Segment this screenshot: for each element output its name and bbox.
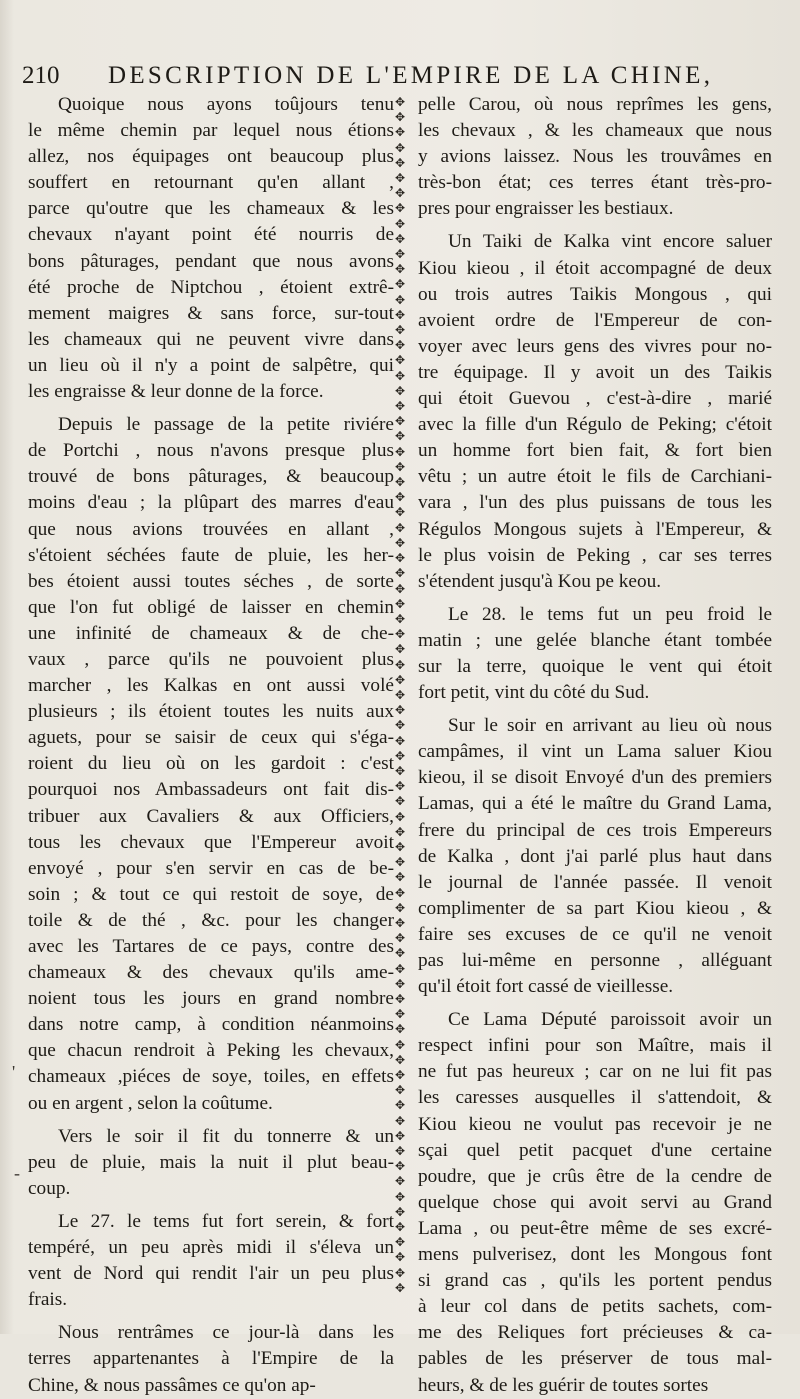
page-header	[22, 62, 790, 96]
text-line: envoyé , pour s'en servir en cas de be-	[28, 857, 394, 879]
text-line: roient du lieu où on les gardoit : c'est	[28, 753, 394, 775]
text-line: marcher , les Kalkas en ont aussi volé	[28, 675, 394, 697]
margin-mark: '	[12, 1062, 16, 1082]
text-line: s'étendent jusqu'à Kou pe keou.	[418, 570, 662, 592]
text-line: pables de les préserver de tous mal-	[418, 1348, 772, 1370]
paragraph	[418, 1007, 772, 1398]
text-line: respect infini pour son Maître, mais il	[418, 1035, 772, 1057]
ornament-glyph: ✥	[394, 1037, 406, 1052]
text-line: vent de Nord qui rendit l'air un peu plus	[28, 1263, 394, 1285]
text-line: de Kalka , dont j'ai parlé plus haut dans	[418, 845, 772, 867]
ornament-glyph: ✥	[394, 247, 406, 262]
ornament-glyph: ✥	[394, 186, 406, 201]
text-line: y avions laissez. Nous les trouvâmes en	[418, 146, 772, 168]
text-line: sçai quel petit pacquet d'une certaine	[418, 1139, 772, 1161]
text-line: souffert en retournant qu'en allant ,	[28, 172, 394, 194]
text-line: coup.	[28, 1177, 71, 1199]
text-line: Kiou kieou ne voulut pas recevoir je ne	[418, 1113, 772, 1135]
ornament-glyph: ✥	[394, 1083, 406, 1098]
ornament-glyph: ✥	[394, 125, 406, 140]
text-line: chameaux ,piéces de soye, toiles, en effets	[28, 1066, 394, 1088]
text-line: de Portchi , nous n'avons presque plus	[28, 440, 394, 462]
page-number: 210	[22, 62, 60, 89]
text-line: sur la terre, quoique le vent qui étoit	[418, 655, 772, 677]
text-line: poudre, que je crûs être de la cendre de	[418, 1165, 772, 1187]
text-line: une infinité de chameaux & de che-	[28, 622, 394, 644]
text-line: que nous avions trouvées en allant ,	[28, 518, 394, 540]
paragraph	[418, 602, 772, 706]
ornament-glyph: ✥	[394, 110, 406, 125]
text-line: frere du principal de ces trois Empereurs	[418, 819, 772, 841]
ornament-glyph: ✥	[394, 976, 406, 991]
ornament-glyph: ✥	[394, 201, 406, 216]
text-line: complimenter de sa part Kiou kieou , &	[418, 897, 772, 919]
ornament-glyph: ✥	[394, 1144, 406, 1159]
text-line: aguets, pour se saisir de ceux qui s'éga-	[28, 727, 394, 749]
running-title: DESCRIPTION DE L'EMPIRE DE LA CHINE,	[108, 62, 714, 89]
ornament-glyph: ✥	[394, 748, 406, 763]
left-column	[28, 92, 394, 1399]
ornament-glyph: ✥	[394, 444, 406, 459]
ornament-glyph: ✥	[394, 95, 406, 109]
text-line: quelque chose qui avoit servi au Grand	[418, 1191, 772, 1213]
text-line: tribuer aux Cavaliers & aux Officiers,	[28, 805, 394, 827]
right-column	[418, 92, 772, 1399]
ornament-glyph: ✥	[394, 763, 406, 778]
text-line: Kiou kieou , il étoit accompagné de deux	[418, 257, 772, 279]
text-line: Ce Lama Député paroissoit avoir un	[448, 1009, 772, 1031]
text-line: s'étoient séchées faute de pluie, les her-	[28, 544, 394, 566]
text-line: ou en argent , selon la coûtume.	[28, 1092, 273, 1114]
column-rule-ornament	[389, 95, 411, 1310]
ornament-glyph: ✥	[394, 855, 406, 870]
ornament-glyph: ✥	[394, 520, 406, 535]
text-line: plusieurs ; ils étoient toutes les nuits aux	[28, 701, 394, 723]
text-line: tempéré, un peu après midi il s'éleva un	[28, 1237, 394, 1259]
paragraph	[28, 1209, 394, 1313]
ornament-glyph: ✥	[394, 459, 406, 474]
text-line: fort petit, vint du côté du Sud.	[418, 682, 650, 704]
ornament-glyph: ✥	[394, 551, 406, 566]
text-line: ou trois autres Taikis Mongous , qui	[418, 283, 772, 305]
text-line: vêtu ; un autre étoit le fils de Carchiani-	[418, 466, 772, 488]
text-line: Régulos Mongous sujets à l'Empereur, &	[418, 518, 772, 540]
text-line: pres pour engraisser les bestiaux.	[418, 198, 674, 220]
text-line: pelle Carou, où nous reprîmes les gens,	[418, 94, 772, 115]
text-line: les chameaux qui ne peuvent vivre dans	[28, 328, 394, 350]
ornament-glyph: ✥	[394, 1189, 406, 1204]
ornament-glyph: ✥	[394, 687, 406, 702]
text-line: pas lui-même en personne , alléguant	[418, 950, 772, 971]
ornament-glyph: ✥	[394, 1113, 406, 1128]
text-line: terres appartenantes à l'Empire de la	[28, 1348, 394, 1370]
ornament-glyph: ✥	[394, 338, 406, 353]
ornament-glyph: ✥	[394, 429, 406, 444]
text-line: vaux , parce qu'ils ne pouvoient plus	[28, 648, 394, 670]
text-line: avec les Tartares de ce pays, contre des	[28, 936, 394, 957]
text-line: mens pulverisez, dont les Mongous font	[418, 1244, 772, 1266]
ornament-glyph: ✥	[394, 1159, 406, 1174]
ornament-glyph: ✥	[394, 505, 406, 520]
text-line: faire ses excuses de ce qu'il ne venoit	[418, 923, 772, 945]
text-line: chevaux n'ayant point été nourris de	[28, 224, 394, 246]
ornament-glyph: ✥	[394, 490, 406, 505]
ornament-glyph: ✥	[394, 779, 406, 794]
ornament-glyph: ✥	[394, 931, 406, 946]
text-line: le plus voisin de Peking , car ses terres	[418, 544, 772, 566]
text-line: les chevaux , & les chameaux que nous	[418, 120, 772, 142]
text-line: moins d'eau ; la plûpart des marres d'eau	[28, 492, 394, 514]
ornament-glyph: ✥	[394, 703, 406, 718]
ornament-glyph: ✥	[394, 368, 406, 383]
text-line: Un Taiki de Kalka vint encore saluer	[448, 231, 772, 253]
text-line: kieou, il se disoit Envoyé d'un des premiers	[418, 767, 772, 789]
text-line: tre équipage. Il y avoit un des Taikis	[418, 361, 772, 383]
text-line: si grand cas , qu'ils les portent pendus	[418, 1270, 772, 1292]
text-line: un homme fort bien fait, & fort bien	[418, 440, 772, 462]
text-line: mement maigres & sans force, sur-tout	[28, 302, 394, 324]
text-line: trouvé de bons pâturages, & beaucoup	[28, 466, 394, 488]
text-line: dans notre camp, à condition néanmoins	[28, 1014, 394, 1036]
text-line: vara , l'un des plus puissans de tous les	[418, 492, 772, 514]
ornament-glyph: ✥	[394, 292, 406, 307]
paragraph	[28, 412, 394, 1117]
text-line: avoient ordre de l'Empereur de con-	[418, 309, 772, 331]
ornament-glyph: ✥	[394, 824, 406, 839]
text-line: Lamas, qui a été le maître du Grand Lama,	[418, 793, 772, 815]
text-line: me des Reliques fort précieuses & ca-	[418, 1322, 772, 1344]
text-line: parce qu'outre que les chameaux & les	[28, 198, 394, 220]
ornament-glyph: ✥	[394, 885, 406, 900]
text-line: Quoique nous ayons toûjours tenu	[58, 94, 394, 115]
ornament-glyph: ✥	[394, 353, 406, 368]
text-line: pourquoi nos Ambassadeurs ont fait dis-	[28, 779, 394, 801]
ornament-glyph: ✥	[394, 946, 406, 961]
text-line: un lieu où il n'y a point de salpêtre, qui	[28, 354, 394, 376]
ornament-glyph: ✥	[394, 915, 406, 930]
text-line: les caresses ausquelles il s'attendoit, &	[418, 1087, 772, 1109]
ornament-glyph: ✥	[394, 657, 406, 672]
text-line: Le 27. le tems fut fort serein, & fort	[58, 1210, 394, 1232]
ornament-glyph: ✥	[394, 1174, 406, 1189]
text-line: bes étoient aussi toutes séches , de sorte	[28, 570, 394, 592]
text-line: été proche de Niptchou , étoient extrê-	[28, 276, 394, 298]
ornament-glyph: ✥	[394, 1128, 406, 1143]
ornament-glyph: ✥	[394, 307, 406, 322]
ornament-glyph: ✥	[394, 1204, 406, 1219]
text-line: toile & de thé , &c. pour les changer	[28, 909, 394, 931]
paragraph	[418, 229, 772, 594]
text-line: le même chemin par lequel nous étions	[28, 120, 394, 142]
ornament-glyph: ✥	[394, 839, 406, 854]
ornament-glyph: ✥	[394, 1280, 406, 1295]
text-line: à leur col dans de petits sachets, com-	[418, 1296, 772, 1318]
ornament-glyph: ✥	[394, 1098, 406, 1113]
text-line: très-bon état; ces terres étant très-pro-	[418, 172, 772, 194]
text-line: heurs, & de les guérir de toutes sortes	[418, 1374, 709, 1396]
ornament-glyph: ✥	[394, 1007, 406, 1022]
ornament-glyph: ✥	[394, 1250, 406, 1265]
paragraph	[418, 713, 772, 1000]
text-line: le journal de l'année passée. Il venoit	[418, 871, 772, 893]
ornament-glyph: ✥	[394, 566, 406, 581]
ornament-glyph: ✥	[394, 596, 406, 611]
paragraph	[28, 92, 394, 405]
text-line: Chine, & nous passâmes ce qu'on ap-	[28, 1374, 316, 1396]
ornament-glyph: ✥	[394, 1220, 406, 1235]
ornament-glyph: ✥	[394, 1052, 406, 1067]
text-line: bons pâturages, pendant que nous avons	[28, 250, 394, 272]
ornament-glyph: ✥	[394, 733, 406, 748]
text-line: Depuis le passage de la petite riviére	[58, 414, 394, 436]
text-line: Le 28. le tems fut un peu froid le	[448, 603, 772, 625]
ornament-glyph: ✥	[394, 399, 406, 414]
text-line: les engraisse & leur donne de la force.	[28, 381, 324, 403]
ornament-glyph: ✥	[394, 870, 406, 885]
text-line: qui étoit Guevou , c'est-à-dire , marié	[418, 388, 772, 410]
text-line: que l'on fut obligé de laisser en chemin	[28, 596, 394, 618]
text-line: voyer avec leurs gens des vivres pour no-	[418, 335, 772, 357]
ornament-glyph: ✥	[394, 627, 406, 642]
ornament-glyph: ✥	[394, 1068, 406, 1082]
ornament-glyph: ✥	[394, 155, 406, 170]
ornament-glyph: ✥	[394, 277, 406, 292]
ornament-glyph: ✥	[394, 216, 406, 231]
ornament-glyph: ✥	[394, 672, 406, 687]
text-line: campâmes, il vint un Lama saluer Kiou	[418, 741, 772, 763]
text-line: avec la fille d'un Régulo de Peking; c'étoit	[418, 414, 772, 436]
text-line: que chacun rendroit à Peking les chevaux,	[28, 1040, 394, 1062]
ornament-glyph: ✥	[394, 171, 406, 186]
paragraph	[418, 92, 772, 222]
ornament-glyph: ✥	[394, 475, 406, 490]
ornament-glyph: ✥	[394, 611, 406, 626]
paragraph	[28, 1320, 394, 1398]
ornament-glyph: ✥	[394, 991, 406, 1006]
text-line: qu'il étoit fort cassé de vieillesse.	[418, 976, 674, 998]
text-line: allez, nos équipages ont beaucoup plus	[28, 146, 394, 168]
ornament-glyph: ✥	[394, 323, 406, 338]
ornament-glyph: ✥	[394, 262, 406, 277]
text-line: soin ; & tout ce qui restoit de soye, de	[28, 883, 394, 905]
text-line: noient tous les jours en grand nombre	[28, 988, 394, 1010]
ornament-glyph: ✥	[394, 581, 406, 596]
paragraph	[28, 1124, 394, 1202]
text-line: tous les chevaux que l'Empereur avoit	[28, 831, 394, 853]
margin-mark: -	[14, 1163, 20, 1183]
text-line: matin ; une gelée blanche étant tombée	[418, 629, 772, 651]
ornament-glyph: ✥	[394, 718, 406, 733]
ornament-glyph: ✥	[394, 900, 406, 915]
text-line: Sur le soir en arrivant au lieu où nous	[448, 715, 772, 737]
ornament-glyph: ✥	[394, 1265, 406, 1280]
ornament-glyph: ✥	[394, 140, 406, 155]
ornament-glyph: ✥	[394, 642, 406, 657]
ornament-glyph: ✥	[394, 535, 406, 550]
text-line: ne fut pas heureux ; car on ne lui fit pas	[418, 1061, 772, 1083]
ornament-glyph: ✥	[394, 414, 406, 429]
ornament-glyph: ✥	[394, 809, 406, 824]
text-line: peu de pluie, mais la nuit il plut beau-	[28, 1151, 394, 1173]
text-line: chameaux & des chevaux qu'ils ame-	[28, 962, 394, 984]
ornament-glyph: ✥	[394, 383, 406, 398]
ornament-glyph: ✥	[394, 794, 406, 809]
text-line: Lama , ou peut-être même de ses excré-	[418, 1217, 772, 1239]
ornament-glyph: ✥	[394, 1235, 406, 1250]
ornament-glyph: ✥	[394, 961, 406, 976]
text-line: Nous rentrâmes ce jour-là dans les	[58, 1322, 394, 1344]
text-line: frais.	[28, 1289, 68, 1311]
text-line: Vers le soir il fit du tonnerre & un	[58, 1125, 394, 1147]
ornament-glyph: ✥	[394, 231, 406, 246]
ornament-glyph: ✥	[394, 1022, 406, 1037]
